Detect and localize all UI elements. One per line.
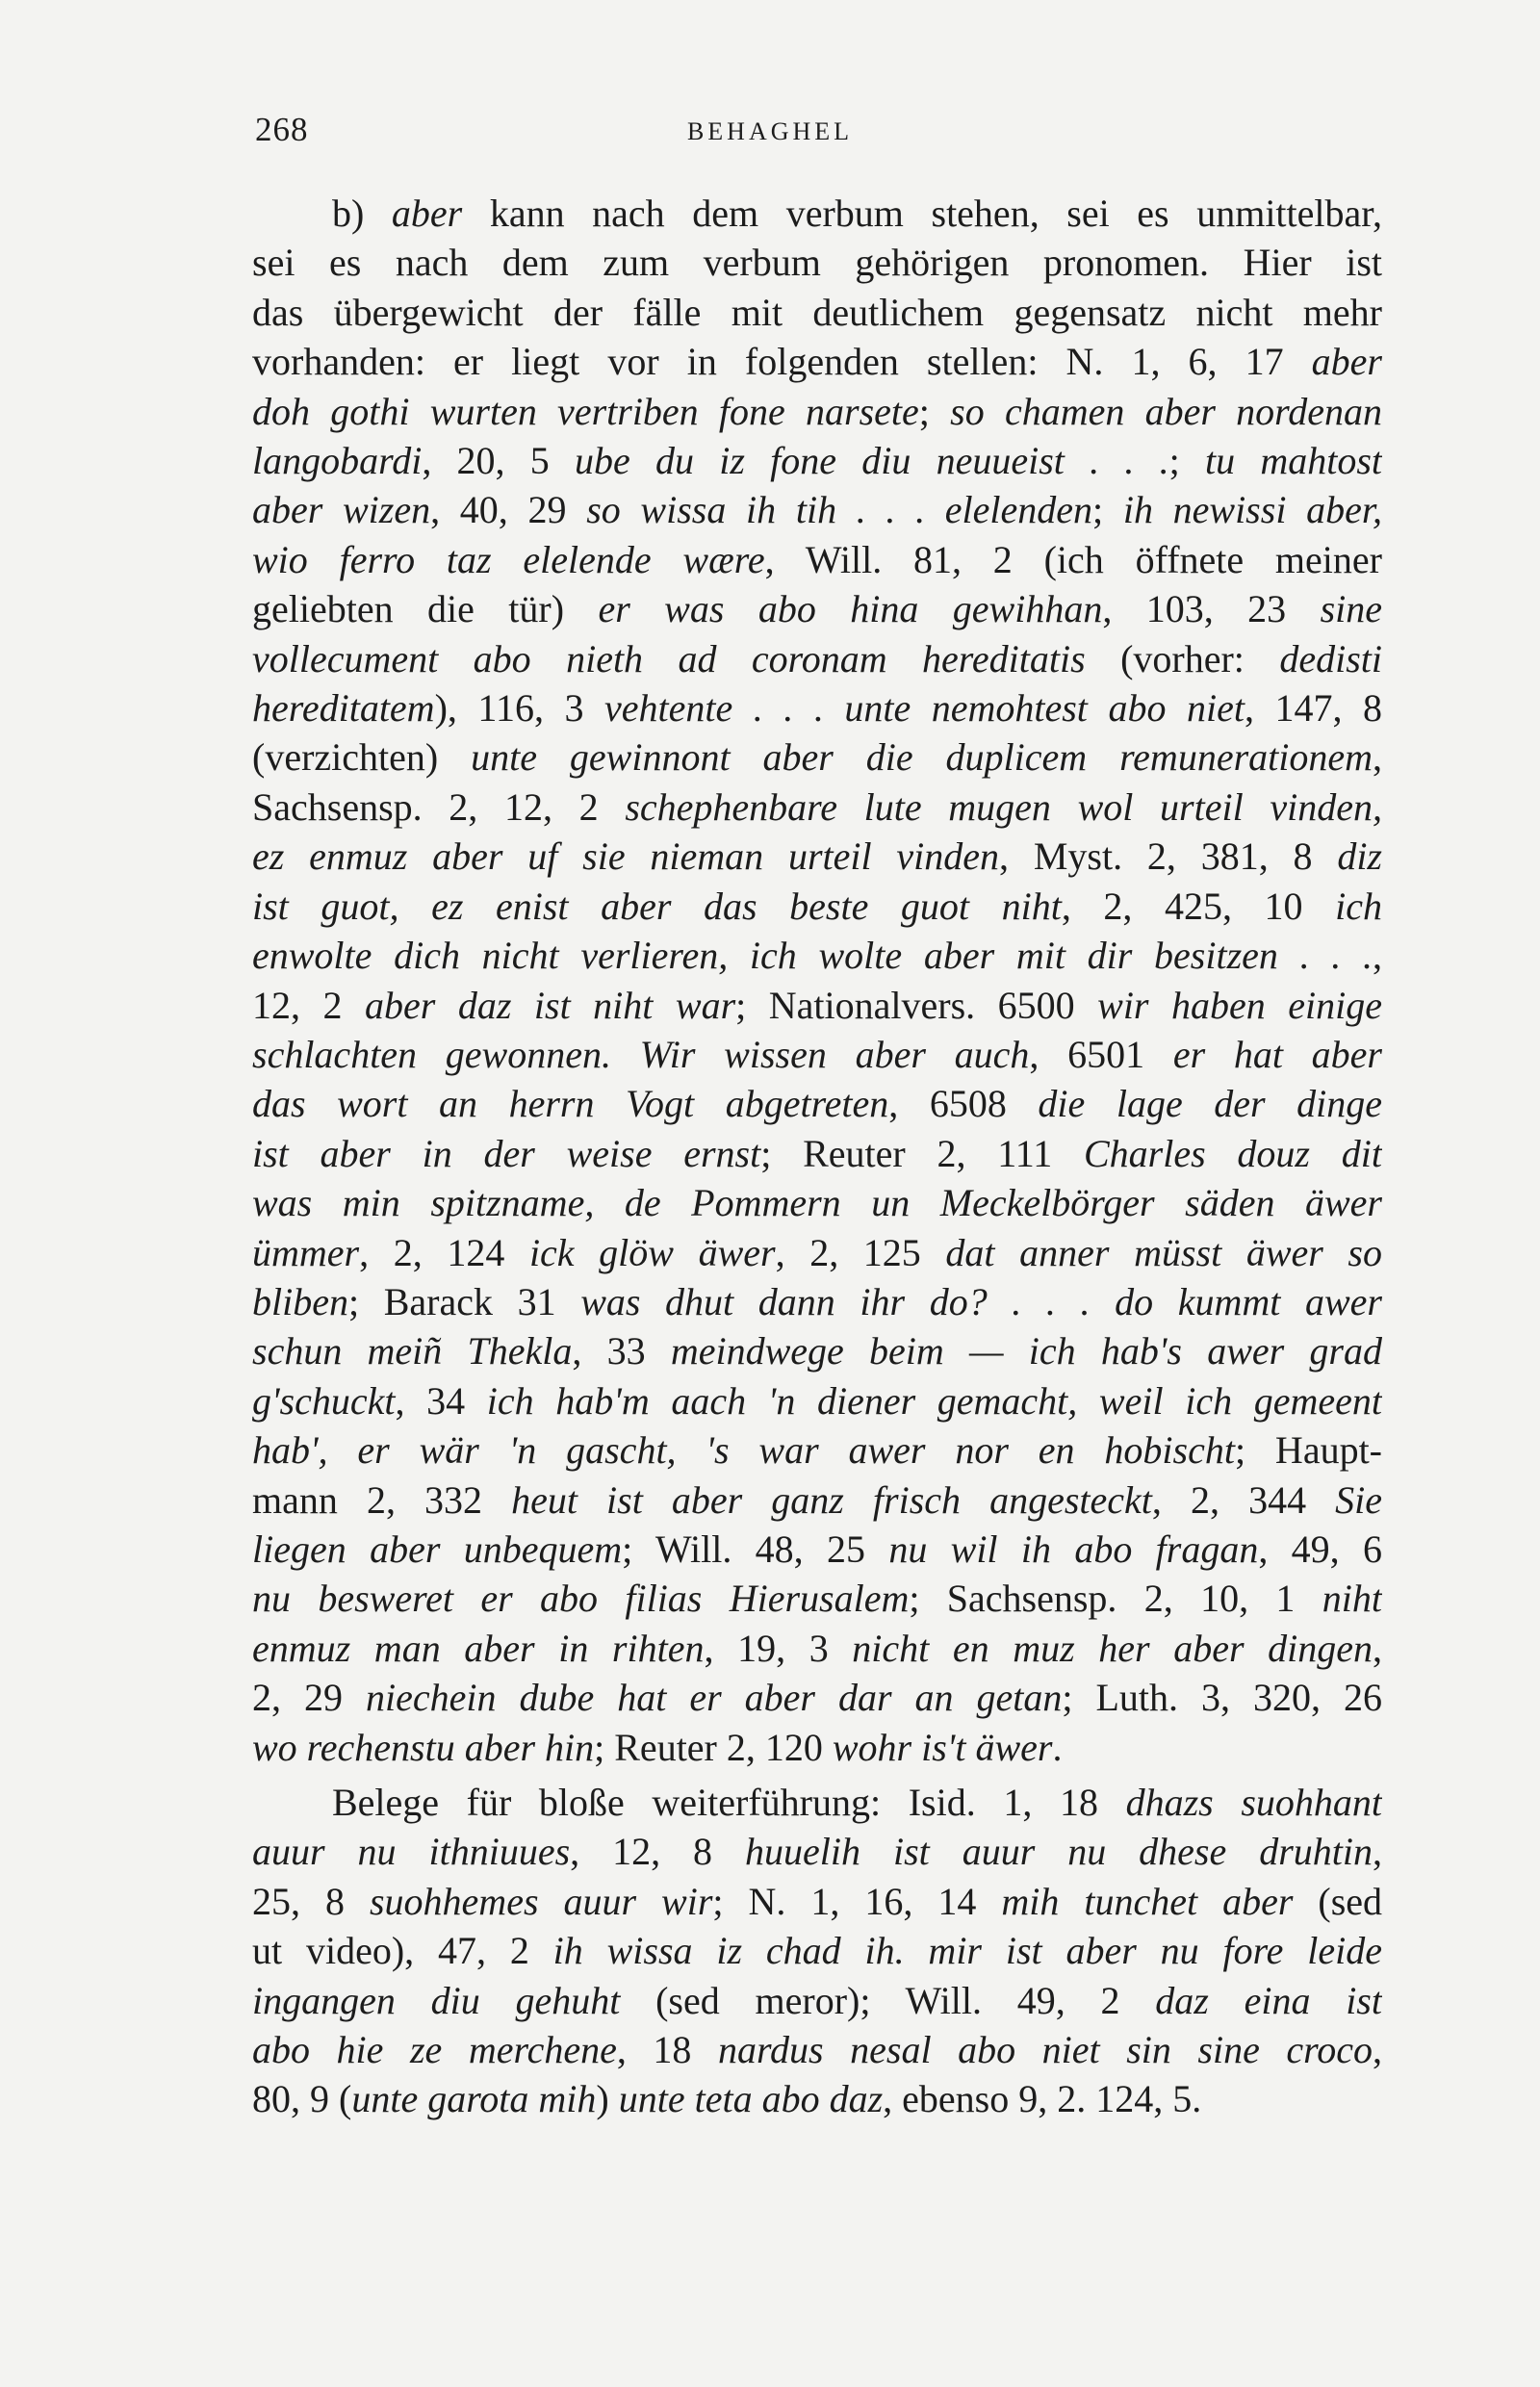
text-run: b) — [332, 192, 392, 235]
text-line — [252, 882, 1382, 931]
text-run: kann nach dem verbum stehen, sei es unmittelbar, — [462, 192, 1382, 235]
text-run: (verzichten) — [252, 735, 472, 780]
italic-quotation: suohhemes auur wir — [369, 1879, 713, 1923]
text-line — [252, 436, 1382, 485]
italic-quotation: unte teta abo daz — [618, 2077, 884, 2121]
italic-quotation: diz — [1337, 834, 1382, 879]
italic-quotation: liegen aber unbequem — [252, 1527, 623, 1571]
italic-quotation: tu mahtost — [1204, 439, 1382, 483]
italic-quotation: ich — [1335, 884, 1382, 928]
italic-quotation: wohr is't äwer — [832, 1725, 1053, 1769]
text-line — [252, 1877, 1382, 1926]
text-line — [252, 683, 1382, 732]
text-run: ) — [596, 2077, 619, 2121]
text-line — [252, 2025, 1382, 2074]
paragraph — [252, 189, 1382, 1772]
text-run: (sed meror); Will. 49, 2 — [620, 1978, 1156, 2022]
italic-quotation: nicht en muz her aber dingen — [852, 1626, 1373, 1670]
text-line — [252, 485, 1382, 534]
text-run: , 20, 5 — [422, 439, 576, 483]
italic-quotation: mih tunchet aber — [1001, 1879, 1294, 1923]
italic-quotation: ist guot, ez enist aber das beste guot niht — [252, 884, 1062, 928]
text-line — [252, 2074, 1382, 2123]
text-line — [252, 1030, 1382, 1079]
italic-quotation: ingangen diu gehuht — [252, 1978, 621, 2022]
text-run: , 19, 3 — [704, 1626, 853, 1670]
text-line — [252, 981, 1382, 1030]
text-line — [252, 1525, 1382, 1574]
text-run: , — [1373, 1830, 1382, 1874]
text-run: , ebenso 9, 2. 124, 5. — [883, 2077, 1202, 2121]
text-line — [252, 584, 1382, 633]
text-line — [252, 783, 1382, 832]
italic-quotation: so wissa ih tih . . . elelenden — [586, 488, 1093, 532]
italic-quotation: ich hab'm aach 'n diener gemacht, weil ich gemeent — [486, 1378, 1382, 1423]
italic-quotation: was dhut dann ihr do? . . . do kummt awer — [580, 1279, 1382, 1323]
italic-quotation: aber wizen — [252, 488, 431, 532]
text-line — [252, 1574, 1382, 1623]
italic-quotation: dedisti — [1279, 636, 1382, 680]
text-line — [252, 337, 1382, 386]
italic-quotation: dhazs suohhant — [1125, 1781, 1382, 1824]
italic-quotation: heut ist aber ganz frisch angesteckt — [511, 1477, 1152, 1522]
text-run: , 33 — [572, 1329, 671, 1373]
text-run: 2, 29 — [252, 1676, 366, 1720]
italic-quotation: daz eina ist — [1155, 1978, 1382, 2022]
text-line — [252, 189, 1382, 238]
text-run: , 2, 425, 10 — [1061, 884, 1336, 928]
running-title: BEHAGHEL — [686, 117, 854, 145]
text-run: , 2, 125 — [775, 1230, 946, 1274]
italic-quotation: enwolte dich nicht verlieren, ich wolte aber mit dir besitzen . . . — [252, 934, 1373, 978]
italic-quotation: ube du iz fone diu neuueist . . . — [575, 439, 1169, 483]
italic-quotation: Charles douz dit — [1084, 1131, 1382, 1175]
text-line — [252, 1326, 1382, 1375]
text-run: . — [1052, 1725, 1063, 1769]
italic-quotation: hereditatem — [252, 686, 435, 731]
italic-quotation: langobardi — [252, 439, 423, 483]
text-run: ; — [1168, 439, 1205, 483]
italic-quotation: ist aber in der weise ernst — [252, 1131, 761, 1175]
page-number: 268 — [255, 111, 309, 148]
italic-quotation: ez enmuz aber uf sie nieman urteil vinden — [252, 834, 1000, 879]
italic-quotation: wio ferro taz elelende wære — [252, 537, 765, 581]
italic-quotation: die lage der dinge — [1038, 1082, 1382, 1126]
text-line — [252, 1778, 1382, 1827]
italic-quotation: vollecument abo nieth ad coronam hereditatis — [252, 636, 1086, 680]
text-run: ; Sachsensp. 2, 10, 1 — [909, 1577, 1322, 1621]
text-run: ), 116, 3 — [434, 686, 604, 731]
text-run: ; Barack 31 — [347, 1279, 581, 1323]
italic-quotation: auur nu ithniuues — [252, 1830, 571, 1874]
text-line — [252, 238, 1382, 287]
text-run: ; Haupt- — [1234, 1428, 1382, 1473]
text-run: ; Luth. 3, 320, 26 — [1062, 1676, 1382, 1720]
text-run: ut video), 47, 2 — [252, 1929, 553, 1973]
italic-quotation: schephenbare lute mugen wol urteil vinden, — [625, 784, 1382, 829]
italic-quotation: Sie — [1335, 1477, 1382, 1522]
text-run: sei es nach dem zum verbum gehörigen pronomen. Hier ist — [252, 241, 1382, 285]
text-run: , 18 — [616, 2028, 718, 2072]
text-line — [252, 1624, 1382, 1673]
text-run: (sed — [1293, 1879, 1382, 1923]
text-run: Belege für bloße weiterführung: Isid. 1, 18 — [332, 1781, 1126, 1824]
text-run: , 49, 6 — [1258, 1527, 1382, 1571]
italic-quotation: so chamen aber nordenan — [950, 389, 1382, 433]
italic-quotation: doh gothi wurten vertriben fone narsete — [252, 389, 919, 433]
text-line — [252, 1926, 1382, 1975]
text-line — [252, 732, 1382, 782]
text-run: ; — [918, 389, 951, 433]
italic-quotation: wo rechenstu aber hin — [252, 1725, 595, 1769]
text-run: , 6501 — [1029, 1032, 1173, 1076]
italic-quotation: ih wissa iz chad ih. mir ist aber nu fore leide — [552, 1929, 1382, 1973]
text-run: ; Reuter 2, 120 — [594, 1725, 833, 1769]
italic-quotation: nu wil ih abo fragan — [888, 1527, 1259, 1571]
text-run: , Will. 81, 2 (ich öffnete meiner — [764, 537, 1382, 581]
italic-quotation: schlachten gewonnen. Wir wissen aber auch — [252, 1032, 1030, 1076]
text-run: , 6508 — [888, 1082, 1039, 1126]
text-run: , 34 — [395, 1378, 487, 1423]
italic-quotation: was min spitzname, de Pommern un Meckelbörger säden äwer — [252, 1181, 1382, 1225]
text-line — [252, 1476, 1382, 1525]
paragraph — [252, 1778, 1382, 2124]
italic-quotation: wir haben einige — [1097, 983, 1382, 1027]
text-run: , Myst. 2, 381, 8 — [999, 834, 1338, 879]
text-line — [252, 1079, 1382, 1128]
text-run: das übergewicht der fälle mit deutlichem gegensatz nicht mehr — [252, 290, 1382, 334]
italic-quotation: nardus nesal abo niet sin sine croco — [717, 2028, 1373, 2072]
text-line — [252, 832, 1382, 881]
italic-quotation: ih newissi aber, — [1122, 488, 1382, 532]
italic-quotation: bliben — [252, 1279, 348, 1323]
text-line — [252, 1228, 1382, 1277]
text-run: , 103, 23 — [1102, 587, 1321, 631]
text-run: vorhanden: er liegt vor in folgenden stellen: N. 1, 6, 17 — [252, 340, 1312, 384]
italic-quotation: aber — [391, 192, 463, 235]
text-line — [252, 1425, 1382, 1475]
text-line — [252, 634, 1382, 683]
italic-quotation: hab', er wär 'n gascht, 's war awer nor en hobischt — [252, 1428, 1235, 1473]
italic-quotation: er was abo hina gewihhan — [598, 587, 1103, 631]
text-run: 12, 2 — [252, 983, 365, 1027]
italic-quotation: aber daz ist niht war — [365, 983, 736, 1027]
text-line — [252, 288, 1382, 337]
text-run: , 2, 124 — [359, 1230, 529, 1274]
italic-quotation: vehtente . . . unte nemohtest abo niet — [604, 686, 1245, 731]
italic-quotation: aber — [1311, 340, 1382, 384]
text-run: ; Nationalvers. 6500 — [735, 983, 1098, 1027]
italic-quotation: unte gewinnont aber die duplicem remunerationem — [471, 735, 1373, 780]
text-run: , — [1373, 735, 1382, 780]
text-run: ; Will. 48, 25 — [622, 1527, 889, 1571]
text-line — [252, 1673, 1382, 1722]
italic-quotation: niechein dube hat er aber dar an getan — [365, 1676, 1063, 1720]
text-run: , 40, 29 — [430, 488, 587, 532]
text-line — [252, 535, 1382, 584]
italic-quotation: das wort an herrn Vogt abgetreten — [252, 1082, 889, 1126]
italic-quotation: sine — [1320, 587, 1382, 631]
text-run: , — [1373, 2028, 1382, 2072]
italic-quotation: schun meiñ Thekla — [252, 1329, 573, 1373]
italic-quotation: niht — [1322, 1577, 1382, 1621]
text-run: geliebten die tür) — [252, 587, 599, 631]
italic-quotation: unte garota mih — [351, 2077, 597, 2121]
text-run: (vorher: — [1085, 636, 1280, 680]
italic-quotation: dat anner müsst äwer so — [945, 1230, 1382, 1274]
text-run: ; N. 1, 16, 14 — [712, 1879, 1002, 1923]
text-line — [252, 1178, 1382, 1227]
text-run: ; — [1092, 488, 1123, 532]
text-line — [252, 1129, 1382, 1178]
text-run: , 12, 8 — [570, 1830, 746, 1874]
text-line — [252, 1277, 1382, 1326]
text-run: , 147, 8 — [1244, 686, 1382, 731]
italic-quotation: ümmer — [252, 1230, 360, 1274]
text-run: , — [1373, 934, 1382, 978]
text-run: 80, 9 ( — [252, 2077, 352, 2121]
text-line — [252, 931, 1382, 980]
text-line — [252, 387, 1382, 436]
body-text — [252, 189, 1382, 2124]
italic-quotation: huuelih ist auur nu dhese druhtin — [745, 1830, 1373, 1874]
text-run: Sachsensp. 2, 12, 2 — [252, 784, 626, 829]
text-line — [252, 1723, 1382, 1772]
text-line — [252, 1976, 1382, 2025]
text-run: , 2, 344 — [1151, 1477, 1336, 1522]
italic-quotation: abo hie ze merchene — [252, 2028, 617, 2072]
text-run: , — [1373, 1626, 1382, 1670]
text-line — [252, 1376, 1382, 1425]
italic-quotation: er hat aber — [1172, 1032, 1382, 1076]
italic-quotation: nu besweret er abo filias Hierusalem — [252, 1577, 910, 1621]
text-run: mann 2, 332 — [252, 1477, 512, 1522]
text-run: ; Reuter 2, 111 — [760, 1131, 1084, 1175]
text-line — [252, 1827, 1382, 1876]
italic-quotation: ick glöw äwer — [528, 1230, 776, 1274]
italic-quotation: enmuz man aber in rihten — [252, 1626, 705, 1670]
italic-quotation: meindwege beim — ich hab's awer grad — [670, 1329, 1382, 1373]
italic-quotation: g'schuckt — [252, 1378, 396, 1423]
text-run: 25, 8 — [252, 1879, 370, 1923]
